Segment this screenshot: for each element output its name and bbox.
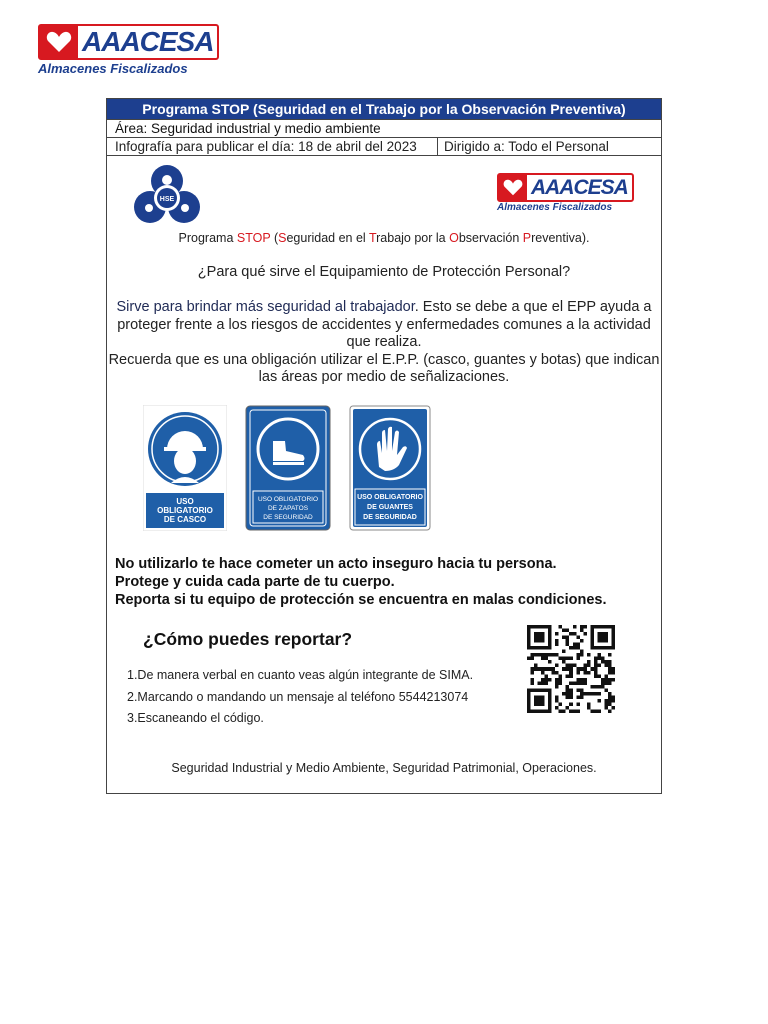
svg-text:DE ZAPATOS: DE ZAPATOS [267, 505, 309, 512]
svg-text:OBLIGATORIO: OBLIGATORIO [157, 506, 213, 515]
program-line: Programa STOP (Seguridad en el Trabajo por la Observación Preventiva). [178, 231, 590, 245]
safety-gloves-sign [349, 405, 431, 533]
svg-text:USO OBLIGATORIO: USO OBLIGATORIO [357, 494, 423, 501]
svg-text:USO: USO [176, 497, 194, 506]
heart-logo-icon [499, 175, 527, 200]
program-title-bar: Programa STOP (Seguridad en el Trabajo por la Observación Preventiva) [107, 99, 661, 119]
sima-badge-text: HSE [159, 196, 175, 203]
list-item: 2.Marcando o mandando un mensaje al teléfono 5544213074 [127, 689, 469, 704]
qr-code[interactable] [527, 625, 615, 718]
report-heading: ¿Cómo puedes reportar? [143, 629, 353, 649]
heart-logo-icon [40, 26, 78, 58]
area-row: Área: Seguridad industrial y medio ambiente [107, 119, 661, 137]
brand-name: AAACESA [82, 26, 214, 57]
brand-subtitle: Almacenes Fiscalizados [38, 61, 188, 76]
svg-text:DE SEGURIDAD: DE SEGURIDAD [363, 514, 417, 521]
brand-name: AAACESA [531, 176, 628, 199]
warning-line: No utilizarlo te hace cometer un acto inseguro hacia tu persona. [115, 556, 557, 572]
warning-line: Reporta si tu equipo de protección se encuentra en malas condiciones. [115, 592, 607, 608]
publish-date: Infografía para publicar el día: 18 de abril del 2023 [107, 138, 438, 155]
question-heading: ¿Para qué sirve el Equipamiento de Protección Personal? [197, 264, 571, 280]
svg-text:DE GUANTES: DE GUANTES [367, 504, 413, 511]
list-item: 1.De manera verbal en cuanto veas algún integrante de SIMA. [127, 668, 474, 682]
svg-text:USO OBLIGATORIO: USO OBLIGATORIO [257, 496, 319, 503]
epp-paragraph: Sirve para brindar más seguridad al trabajador. Esto se debe a que el EPP ayuda a proteger frente a los riesgos de accidentes y enfermedades comunes a la actividad que realiza. Recuerda que es una obligación utilizar el E.P.P. (casco, guantes y botas) que indican las áreas por medio de señalizaciones. [108, 299, 660, 385]
aaacesa-logo [38, 24, 219, 76]
brand-subtitle: Almacenes Fiscalizados [497, 202, 613, 213]
report-steps [127, 665, 473, 730]
footer-departments: Seguridad Industrial y Medio Ambiente, Seguridad Patrimonial, Operaciones. [171, 761, 597, 775]
svg-text:DE SEGURIDAD: DE SEGURIDAD [263, 514, 313, 521]
safety-boots-sign [245, 405, 331, 533]
audience: Dirigido a: Todo el Personal [444, 139, 609, 154]
sima-logo [133, 163, 201, 232]
aaacesa-logo-small [497, 173, 634, 213]
warning-block [115, 555, 607, 609]
list-item: 3.Escaneando el código. [127, 711, 264, 725]
warning-line: Protege y cuida cada parte de tu cuerpo. [115, 574, 395, 590]
infographic-document [106, 98, 662, 794]
helmet-sign [143, 405, 227, 533]
date-audience-row [107, 137, 661, 156]
svg-text:DE CASCO: DE CASCO [163, 515, 207, 524]
